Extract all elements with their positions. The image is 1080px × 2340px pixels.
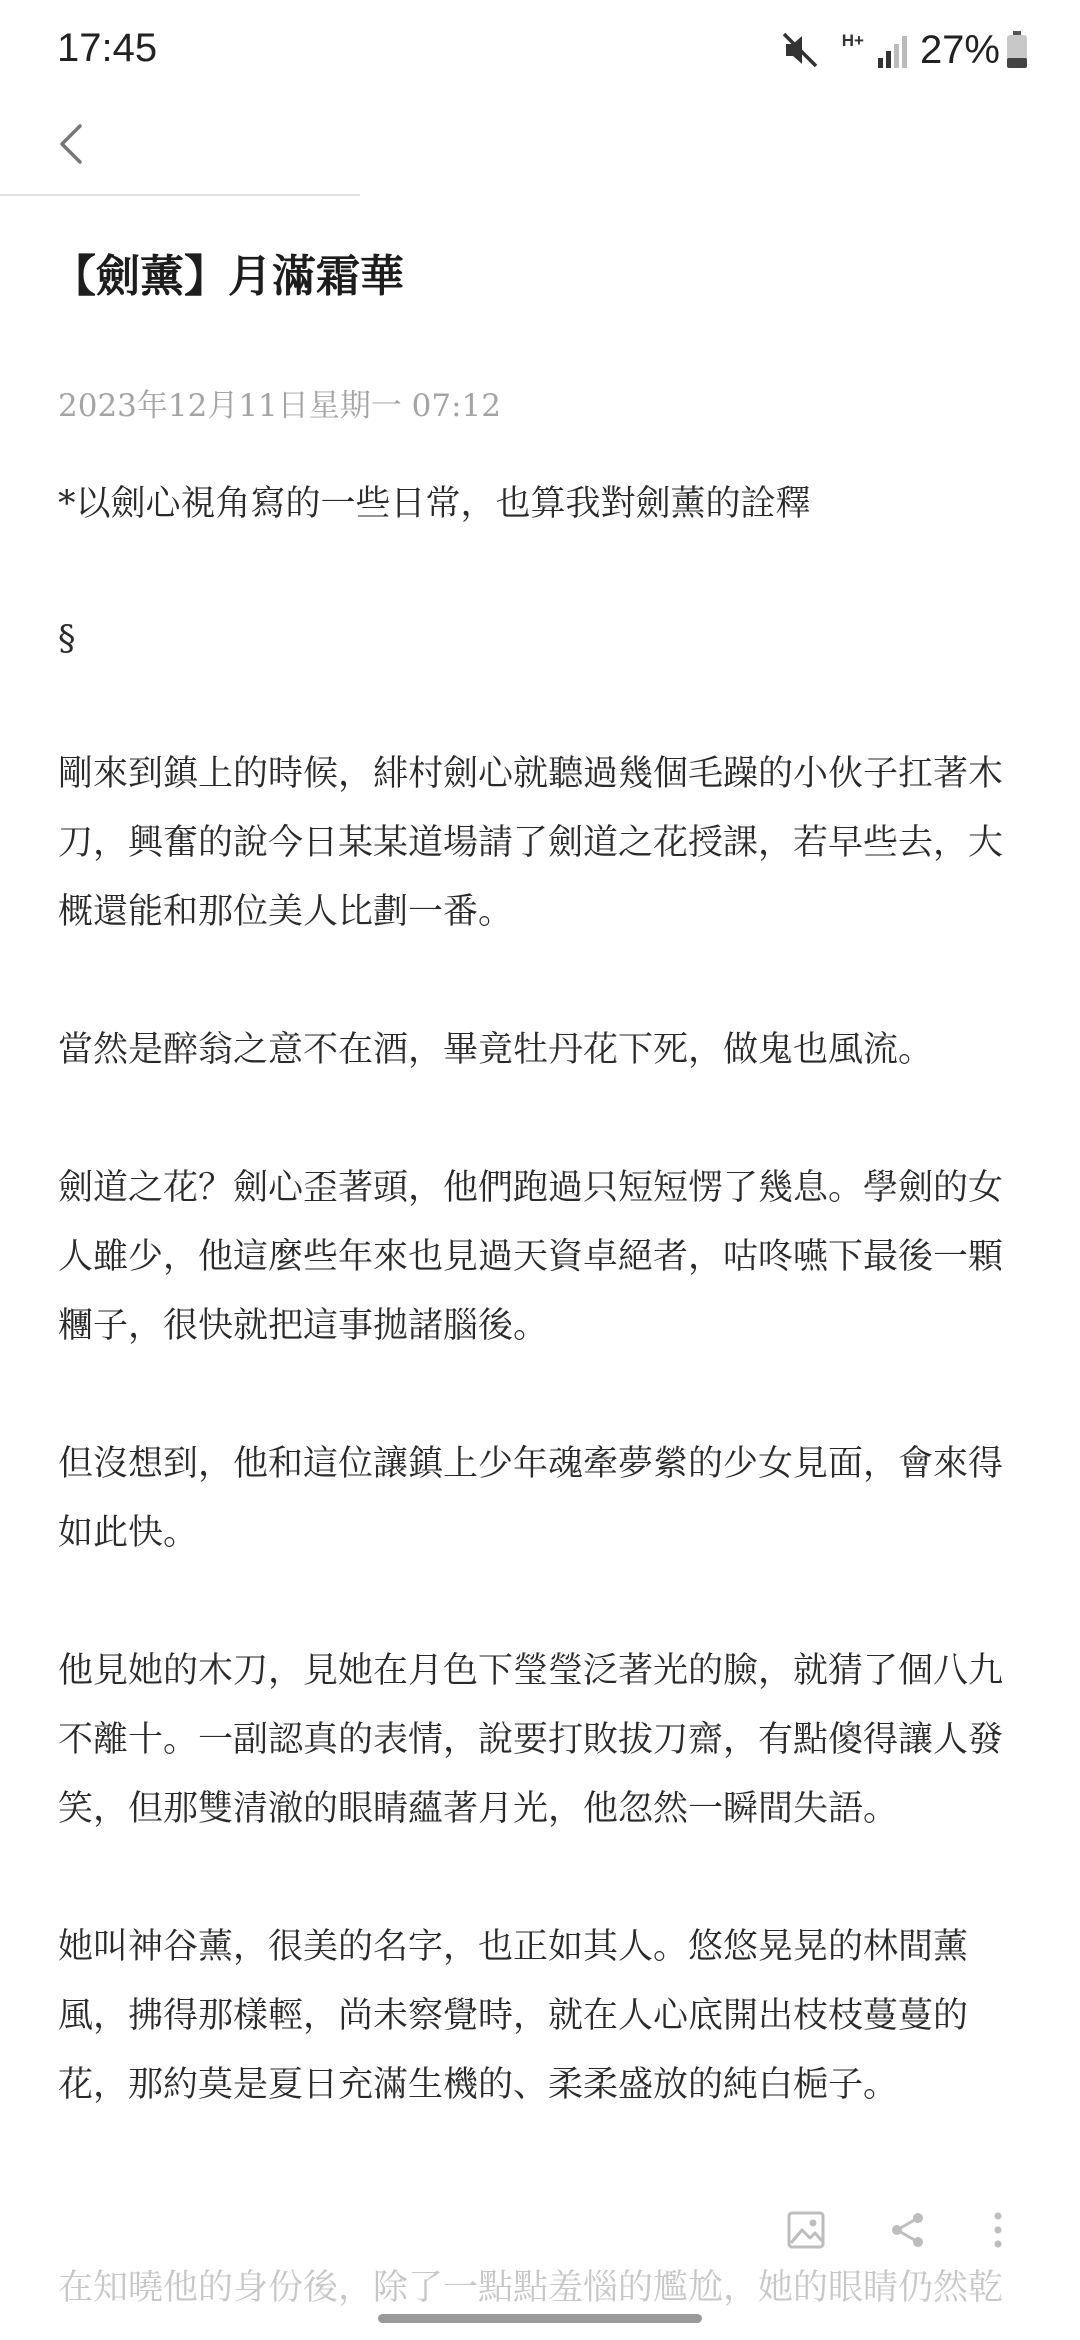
gesture-navigation-bar[interactable] <box>378 2314 702 2323</box>
paragraph: 當然是醉翁之意不在酒，畢竟牡丹花下死，做鬼也風流。 <box>58 1030 934 1070</box>
back-button[interactable] <box>52 118 92 170</box>
faded-paragraph: 在知曉他的身份後，除了一點點羞惱的尷尬，她的眼睛仍然乾 <box>58 2268 1004 2308</box>
insert-image-button[interactable] <box>776 2200 836 2260</box>
note-intro: *以劍心視角寫的一些日常，也算我對劍薰的詮釋 <box>58 484 811 524</box>
battery-icon <box>1006 31 1028 69</box>
status-icons <box>780 24 1028 76</box>
more-options-icon <box>977 2209 1019 2251</box>
battery-percent: 27% <box>919 27 1000 72</box>
paragraph: 劍道之花？劍心歪著頭，他們跑過只短短愣了幾息。學劍的女人雖少，他這麼些年來也見過天資卓絕者，咕咚嚥下最後一顆糰子，很快就把這事拋諸腦後。 <box>58 1168 1004 1346</box>
header-divider <box>0 194 360 196</box>
paragraph: 但沒想到，他和這位讓鎮上少年魂牽夢縈的少女見面，會來得如此快。 <box>58 1444 1004 1553</box>
chevron-left-icon <box>62 126 80 162</box>
mute-icon <box>780 30 820 70</box>
paragraph: 剛來到鎮上的時候，緋村劍心就聽過幾個毛躁的小伙子扛著木刀，興奮的說今日某某道場請了劍道之花授課，若早些去，大概還能和那位美人比劃一番。 <box>58 754 1004 932</box>
share-icon <box>887 2209 929 2251</box>
share-button[interactable] <box>878 2200 938 2260</box>
note-date: 2023年12月11日星期一 07:12 <box>58 388 501 424</box>
status-time: 17:45 <box>57 26 158 70</box>
note-title: 【劍薰】月滿霜華 <box>52 251 404 302</box>
paragraph: 他見她的木刀，見她在月色下瑩瑩泛著光的臉，就猜了個八九不離十。一副認真的表情，說要打敗拔刀齋，有點傻得讓人發笑，但那雙清澈的眼睛蘊著月光，他忽然一瞬間失語。 <box>58 1651 1004 1829</box>
network-type: H+ <box>841 31 864 50</box>
note-body <box>58 470 1018 2189</box>
signal-icon <box>876 32 910 68</box>
more-options-button[interactable] <box>968 2200 1028 2260</box>
section-separator: § <box>58 619 76 659</box>
status-bar <box>0 0 1080 100</box>
image-icon <box>785 2209 827 2251</box>
paragraph: 她叫神谷薰，很美的名字，也正如其人。悠悠晃晃的林間薰風，拂得那樣輕，尚未察覺時，就在人心底開出枝枝蔓蔓的花，那約莫是夏日充滿生機的、柔柔盛放的純白梔子。 <box>58 1927 969 2105</box>
